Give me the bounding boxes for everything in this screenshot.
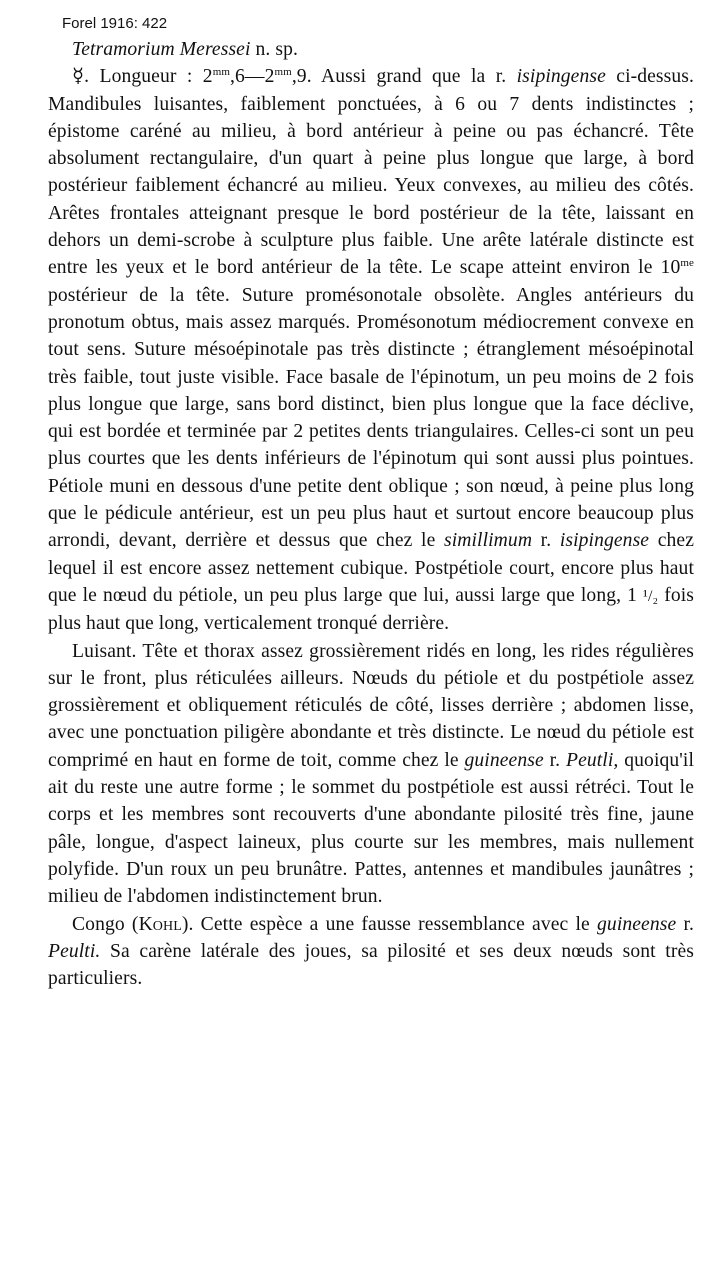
text-run: fois plus haut que long, verticalement tronqué derrière. (48, 584, 694, 635)
text-run: ci-dessus. Mandibules luisantes, faiblement ponctuées, à 6 ou 7 dents indistinctes ; épistome caréné au milieu, à bord antérieur à peine ou pas échancré. Tête absolument rectangulaire, d'un quart à peine plus longue que large, à bord postérieur faiblement échancré au milieu. Yeux convexes, au milieu des côtés. Arêtes frontales atteignant presque le bord postérieur de la tête, laissant en dehors un demi-scrobe à sculpture plus faible. Une arête latérale distincte est entre les yeux et le bord antérieur de la tête. Le scape atteint environ le 10 (48, 66, 694, 279)
text-run: postérieur de la tête. Suture promésonotale obsolète. Angles antérieurs du pronotum obtus, mais assez marqués. Promésonotum médiocrement convexe en tout sens. Suture mésoépinotale pas très distincte ; étranglement mésoépinotal très faible, tout juste visible. Face basale de l'épinotum, un peu moins de 2 fois plus longue que large, sans bord distinct, bien plus longue que la face déclive, qui est bordée et terminée par 2 petites dents triangulaires. Celles-ci sont un peu plus courtes que les dents inférieurs de l'épinotum qui sont aussi plus pointues. Pétiole muni en dessous d'une petite dent oblique ; son nœud, à peine plus long que le pédicule antérieur, est un peu plus haut et surtout encore beaucoup plus arrondi, devant, derrière et dessus que chez le (48, 284, 694, 552)
italic-taxon: simillimum (443, 530, 533, 552)
worker-caste-symbol: ☿ (72, 66, 85, 88)
page-citation: Forel 1916: 422 (62, 15, 168, 32)
text-run: ,9. Aussi grand que la r. (291, 66, 517, 88)
locality-paragraph (48, 911, 694, 993)
collector-name: Kohl (138, 913, 182, 935)
text-run: r. (676, 913, 694, 935)
text-run: quoiqu'il ait du reste une autre forme ; le sommet du postpétiole est aussi rétréci. Tout le corps et les membres sont recouverts d'une abondante pilosité très fine, jaune pâle, longue, d'aspect laineux, plus courte sur les membres, mais nullement polyfide. D'un roux un peu brunâtre. Pattes, antennes et mandibules jaunâtres ; milieu de l'abdomen indistinctement brun. (48, 749, 694, 908)
species-title (48, 36, 694, 63)
unit-superscript: mm (212, 66, 230, 79)
italic-taxon: Peulti. (48, 940, 101, 962)
italic-taxon: Peutli, (566, 749, 619, 771)
text-run: ). Cette espèce a une fausse ressemblance avec le (181, 913, 598, 935)
italic-taxon: isipingense (559, 530, 650, 552)
fraction: ¹/₂ (643, 587, 659, 605)
text-run: r. (532, 530, 560, 552)
text-run: r. (543, 749, 566, 771)
text-run: ,6—2 (230, 66, 275, 88)
text-run: chez lequel il est encore assez nettement cubique. Postpétiole court, encore plus haut que le nœud du pétiole, un peu plus large que lui, aussi large que long, 1 (48, 530, 695, 606)
document-body (48, 36, 694, 992)
italic-taxon: guineense (597, 913, 677, 935)
unit-superscript: mm (274, 66, 292, 79)
text-run: . Longueur : 2 (84, 66, 213, 88)
species-status: n. sp. (255, 39, 299, 60)
italic-taxon: guineense (464, 749, 544, 771)
text-run: Congo ( (72, 913, 139, 935)
sculpture-paragraph (48, 638, 694, 911)
description-paragraph (48, 63, 694, 637)
text-run: Luisant. Tête et thorax assez grossièrement ridés en long, les rides régulières sur le front, plus réticulées ailleurs. Nœuds du pétiole et du postpétiole assez grossièrement et obliquement réticulés de côté, lisses derrière ; abdomen lisse, avec une ponctuation piligère abondante et très distincte. Le nœud du pétiole est comprimé en haut en forme de toit, comme chez le (48, 640, 694, 771)
species-name: Tetramorium Meressei (72, 39, 251, 60)
italic-taxon: isipingense (516, 66, 606, 88)
text-run: Sa carène latérale des joues, sa pilosité et ses deux nœuds sont très particuliers. (48, 940, 694, 990)
ordinal-superscript: me (680, 257, 694, 270)
